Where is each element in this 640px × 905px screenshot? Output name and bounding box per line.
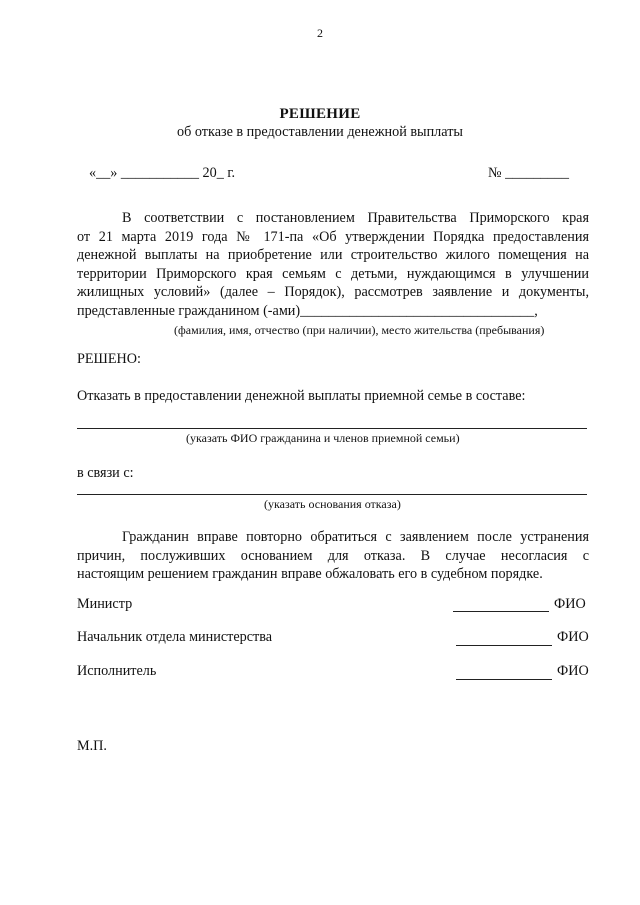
closing-line: Гражданин вправе повторно обратиться с заявлением после устранения	[122, 529, 589, 545]
signature-fio-executor: ФИО	[557, 663, 589, 679]
body-line: денежной выплаты на приобретение или строительство жилого помещения на	[77, 247, 589, 263]
family-hint: (указать ФИО гражданина и членов приемной семьи)	[186, 431, 460, 445]
body-line: представленные гражданином (-ами)_________________________________,	[77, 302, 538, 319]
family-fill-line	[77, 428, 587, 429]
reason-label: в связи с:	[77, 465, 134, 481]
body-line: В соответствии с постановлением Правительства Приморского края	[122, 210, 589, 226]
signature-fio-head: ФИО	[557, 629, 589, 645]
closing-line: настоящим решением гражданин вправе обжаловать его в судебном порядке.	[77, 566, 543, 582]
body-line: территории Приморского края семьям с детьми, нуждающимся в улучшении	[77, 265, 589, 282]
signature-role-minister: Министр	[77, 596, 133, 612]
body-line: от 21 марта 2019 года № 171-па «Об утверждении Порядка предоставления	[77, 228, 589, 245]
signature-role-executor: Исполнитель	[77, 663, 157, 679]
document-subtitle: об отказе в предоставлении денежной выплаты	[177, 124, 463, 140]
signature-role-head: Начальник отдела министерства	[77, 629, 273, 645]
date-field: «__» ___________ 20_ г.	[89, 165, 236, 181]
signature-line-head	[456, 645, 552, 646]
reason-hint: (указать основания отказа)	[264, 497, 401, 511]
reason-fill-line	[77, 494, 587, 495]
closing-paragraph	[77, 528, 589, 584]
signature-line-executor	[456, 679, 552, 680]
body-paragraph	[77, 209, 589, 320]
stamp-place: М.П.	[77, 738, 107, 754]
signature-fio-minister: ФИО	[554, 596, 586, 612]
closing-line: причин, послуживших основанием для отказа. В случае несогласия с	[77, 547, 589, 564]
page-number: 2	[317, 26, 323, 40]
document-title: РЕШЕНИЕ	[279, 106, 361, 122]
number-field: № _________	[488, 165, 569, 181]
refuse-text: Отказать в предоставлении денежной выплаты приемной семье в составе:	[77, 388, 526, 404]
decided-label: РЕШЕНО:	[77, 351, 141, 367]
signature-line-minister	[453, 611, 549, 612]
applicant-hint: (фамилия, имя, отчество (при наличии), место жительства (пребывания)	[174, 323, 545, 337]
body-line: жилищных условий» (далее – Порядок), рассмотрев заявление и документы,	[77, 284, 589, 300]
